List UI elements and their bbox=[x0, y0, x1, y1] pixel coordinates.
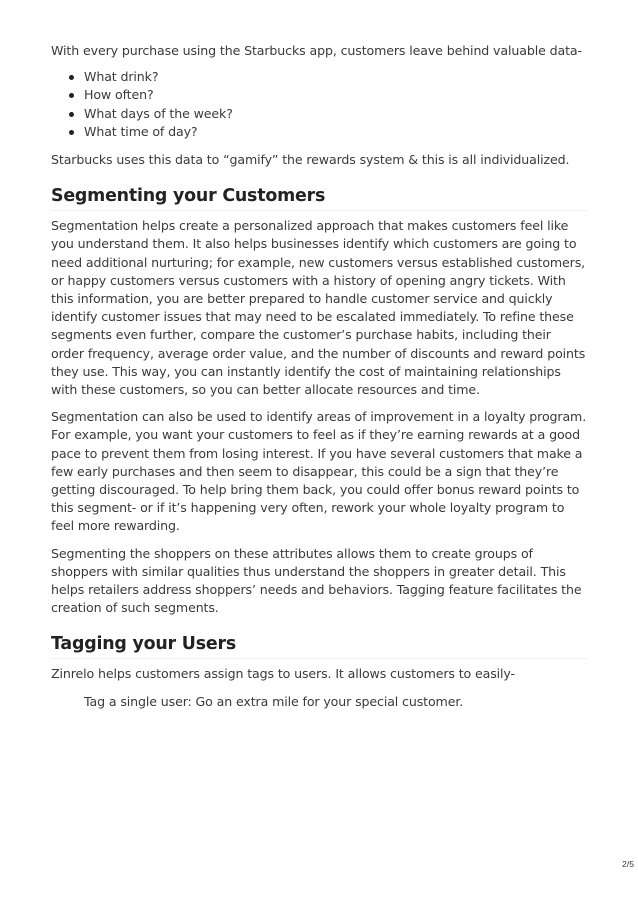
bullet-icon bbox=[69, 112, 74, 117]
bullet-icon bbox=[69, 93, 74, 98]
data-points-list bbox=[51, 68, 587, 141]
segmenting-paragraph-1: Segmentation helps create a personalized approach that makes customers feel like you understand them. It also helps businesses identify which customers are going to need additional nurturing; for example, new customers versus established customers, or happy customers versus customers with a history of opening angry tickets. With this information, you are better prepared to handle customer service and quickly identify customer issues that may need to be escalated immediately. To refine these segments even further, compare the customer’s purchase habits, including their order frequency, average order value, and the number of discounts and reward points they use. This way, you can instantly identify the cost of maintaining relationships with these customers, so you can better allocate resources and time. bbox=[51, 218, 586, 398]
segmenting-paragraph-3: Segmenting the shoppers on these attributes allows them to create groups of shoppers with similar qualities thus understand the shoppers in greater detail. This helps retailers address shoppers’ needs and behaviors. Tagging feature facilitates the creation of such segments. bbox=[51, 545, 582, 616]
tagging-intro: Zinrelo helps customers assign tags to users. It allows customers to easily- bbox=[51, 666, 515, 682]
tagging-item: Tag a single user: Go an extra mile for your special customer. bbox=[84, 693, 464, 709]
document-body bbox=[51, 42, 587, 711]
section-heading-tagging: Tagging your Users bbox=[51, 632, 587, 659]
page-number: 2/5 bbox=[622, 859, 634, 869]
section-heading-segmenting: Segmenting your Customers bbox=[51, 184, 587, 211]
list-item: How often? bbox=[84, 86, 587, 104]
bullet-icon bbox=[69, 75, 74, 80]
list-item: What drink? bbox=[84, 68, 587, 86]
intro-text: With every purchase using the Starbucks app, customers leave behind valuable data- bbox=[51, 43, 582, 58]
segmenting-paragraph-2: Segmentation can also be used to identify areas of improvement in a loyalty program. For example, you want your customers to feel as if they’re earning rewards at a good pace to prevent them from losing interest. If you have several customers that make a few early purchases and then seem to disappear, this could be a sign that they’re getting discouraged. To help bring them back, you could offer bonus reward points to this segment- or if it’s happening very often, rework your whole loyalty program to feel more rewarding. bbox=[51, 409, 587, 534]
list-item: What time of day? bbox=[84, 123, 587, 141]
bullet-icon bbox=[69, 130, 74, 135]
gamify-text: Starbucks uses this data to “gamify” the rewards system & this is all individualized. bbox=[51, 152, 570, 168]
list-item: What days of the week? bbox=[84, 105, 587, 123]
